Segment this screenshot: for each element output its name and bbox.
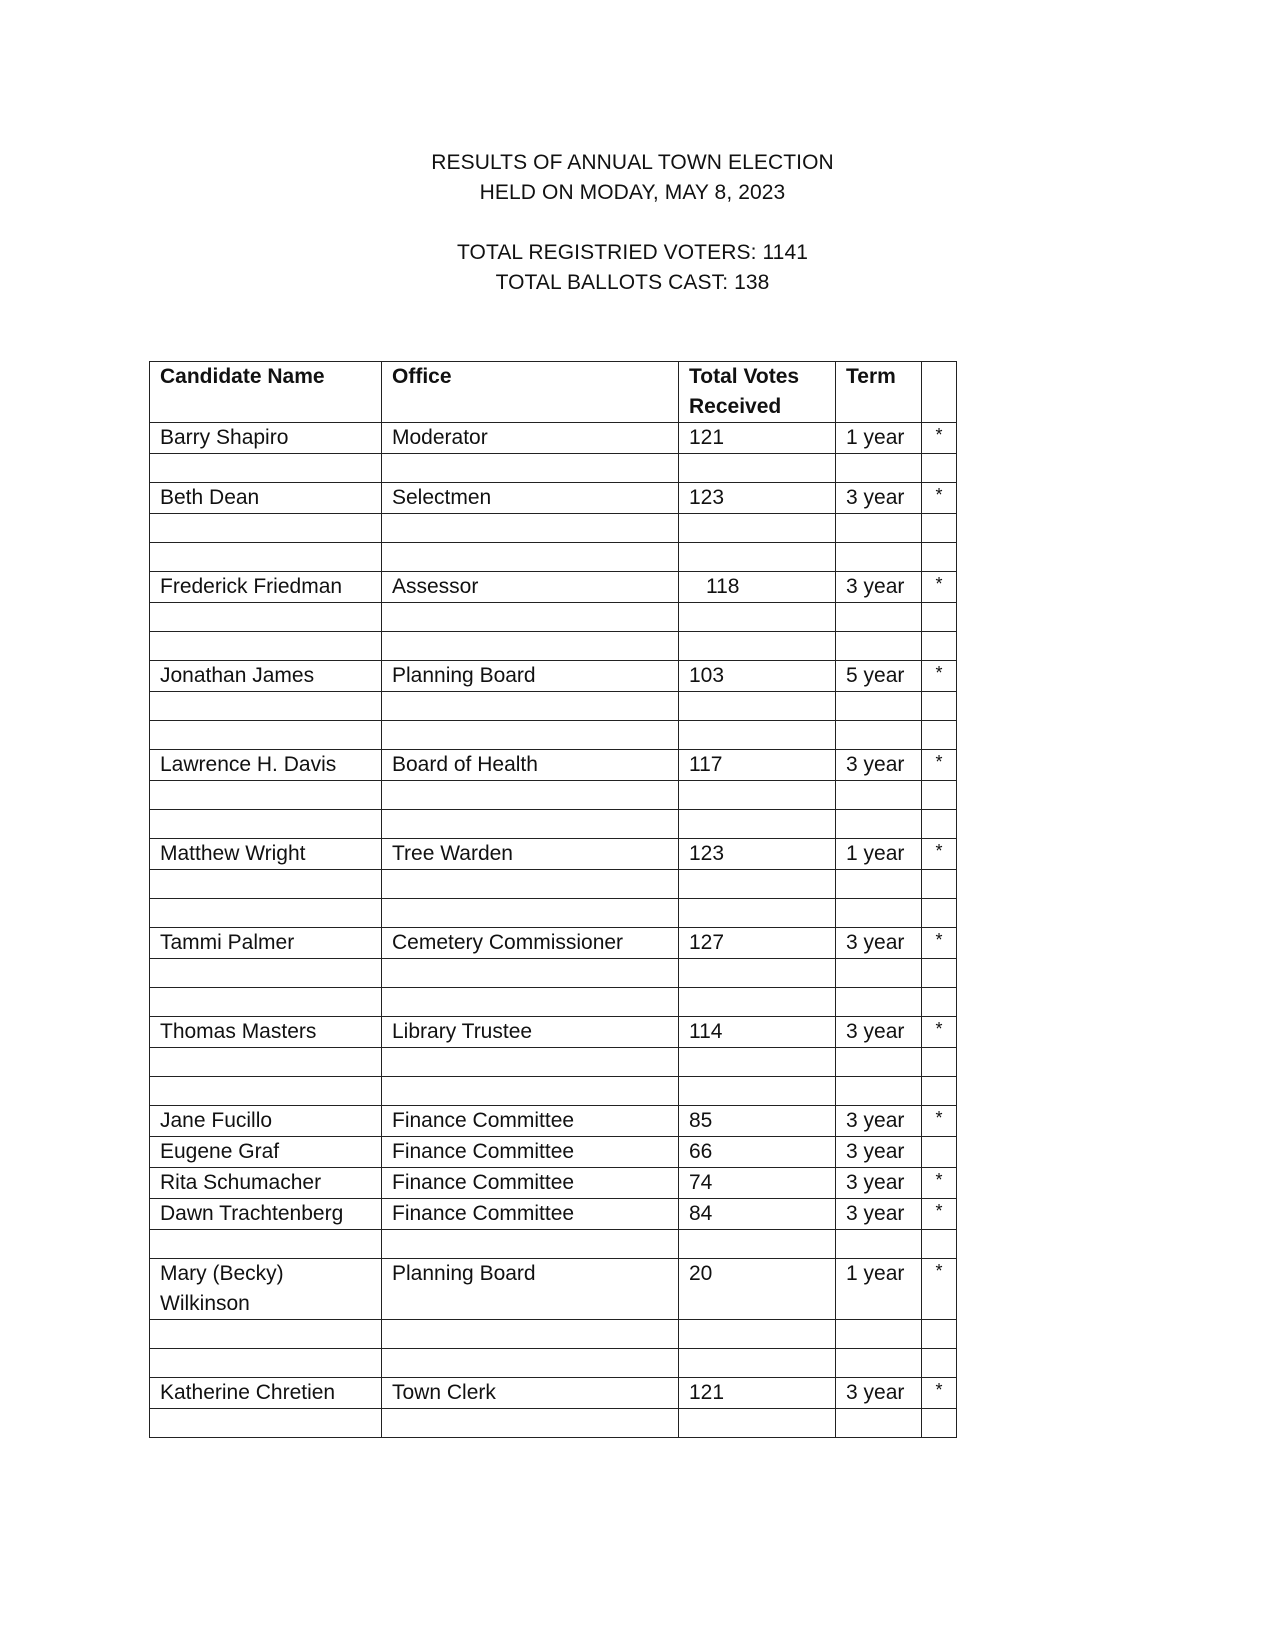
table-header-row	[150, 362, 957, 423]
candidate-name-cell: Jonathan James	[150, 661, 382, 692]
column-header-term: Term	[836, 362, 922, 423]
votes-cell	[679, 1349, 836, 1378]
votes-cell: 74	[679, 1168, 836, 1199]
office-cell	[382, 1409, 679, 1438]
winner-mark-cell: *	[922, 661, 957, 692]
winner-mark-cell: *	[922, 572, 957, 603]
winner-mark-cell	[922, 959, 957, 988]
winner-mark-cell	[922, 810, 957, 839]
office-cell: Town Clerk	[382, 1378, 679, 1409]
blank-row	[150, 632, 957, 661]
candidate-name-cell	[150, 1077, 382, 1106]
candidate-name-cell	[150, 870, 382, 899]
candidate-name-cell	[150, 988, 382, 1017]
candidate-name-cell	[150, 899, 382, 928]
blank-row	[150, 1320, 957, 1349]
winner-mark-cell	[922, 781, 957, 810]
votes-cell	[679, 1409, 836, 1438]
candidate-name-cell	[150, 454, 382, 483]
blank-row	[150, 514, 957, 543]
winner-mark-cell	[922, 870, 957, 899]
candidate-name-cell	[150, 959, 382, 988]
office-cell: Finance Committee	[382, 1106, 679, 1137]
term-cell	[836, 1048, 922, 1077]
votes-cell: 103	[679, 661, 836, 692]
blank-row	[150, 810, 957, 839]
term-cell: 3 year	[836, 1106, 922, 1137]
candidate-name-cell	[150, 781, 382, 810]
blank-row	[150, 1048, 957, 1077]
votes-cell	[679, 959, 836, 988]
votes-cell: 123	[679, 839, 836, 870]
winner-mark-cell: *	[922, 1168, 957, 1199]
term-cell	[836, 454, 922, 483]
winner-mark-cell	[922, 1077, 957, 1106]
winner-mark-cell: *	[922, 1017, 957, 1048]
office-cell	[382, 454, 679, 483]
office-cell: Cemetery Commissioner	[382, 928, 679, 959]
candidate-name-cell: Thomas Masters	[150, 1017, 382, 1048]
candidate-name-cell	[150, 514, 382, 543]
candidate-name-cell	[150, 1349, 382, 1378]
candidate-name-cell: Lawrence H. Davis	[150, 750, 382, 781]
table-row	[150, 1199, 957, 1230]
column-header-office: Office	[382, 362, 679, 423]
term-cell: 3 year	[836, 572, 922, 603]
candidate-name-cell	[150, 632, 382, 661]
votes-cell: 123	[679, 483, 836, 514]
term-cell: 3 year	[836, 1017, 922, 1048]
blank-row	[150, 959, 957, 988]
winner-mark-cell	[922, 1048, 957, 1077]
term-cell	[836, 988, 922, 1017]
candidate-name-cell: Dawn Trachtenberg	[150, 1199, 382, 1230]
term-cell	[836, 543, 922, 572]
term-cell	[836, 1409, 922, 1438]
blank-row	[150, 454, 957, 483]
blank-row	[150, 1409, 957, 1438]
term-cell	[836, 692, 922, 721]
winner-mark-cell: *	[922, 1199, 957, 1230]
term-cell: 3 year	[836, 750, 922, 781]
term-cell: 5 year	[836, 661, 922, 692]
votes-cell	[679, 781, 836, 810]
votes-cell	[679, 632, 836, 661]
table-body	[150, 423, 957, 1438]
office-cell	[382, 1230, 679, 1259]
blank-row	[150, 543, 957, 572]
document-header	[0, 148, 1265, 298]
table-row	[150, 1106, 957, 1137]
term-cell	[836, 1320, 922, 1349]
votes-cell: 121	[679, 423, 836, 454]
table-row	[150, 1259, 957, 1320]
ballots-cast-line: TOTAL BALLOTS CAST: 138	[495, 271, 770, 294]
votes-cell	[679, 543, 836, 572]
office-cell: Assessor	[382, 572, 679, 603]
candidate-name-cell	[150, 543, 382, 572]
candidate-name-cell: Tammi Palmer	[150, 928, 382, 959]
winner-mark-cell: *	[922, 750, 957, 781]
office-cell	[382, 692, 679, 721]
winner-mark-cell: *	[922, 1378, 957, 1409]
office-cell: Board of Health	[382, 750, 679, 781]
office-cell: Selectmen	[382, 483, 679, 514]
header-spacer	[0, 208, 1265, 238]
term-cell	[836, 1230, 922, 1259]
term-cell: 3 year	[836, 1199, 922, 1230]
votes-cell	[679, 810, 836, 839]
table-row	[150, 750, 957, 781]
blank-row	[150, 988, 957, 1017]
column-header-candidate: Candidate Name	[150, 362, 382, 423]
winner-mark-cell	[922, 514, 957, 543]
votes-cell	[679, 899, 836, 928]
table-row	[150, 1168, 957, 1199]
candidate-name-cell	[150, 1320, 382, 1349]
term-cell	[836, 603, 922, 632]
election-results-table	[149, 361, 957, 1438]
office-cell	[382, 988, 679, 1017]
candidate-name-cell: Beth Dean	[150, 483, 382, 514]
winner-mark-cell	[922, 1320, 957, 1349]
winner-mark-cell: *	[922, 1259, 957, 1320]
term-cell	[836, 514, 922, 543]
votes-cell	[679, 1230, 836, 1259]
term-cell	[836, 870, 922, 899]
votes-cell: 84	[679, 1199, 836, 1230]
office-cell	[382, 632, 679, 661]
candidate-name-cell	[150, 1230, 382, 1259]
votes-cell: 127	[679, 928, 836, 959]
votes-cell: 85	[679, 1106, 836, 1137]
office-cell	[382, 781, 679, 810]
office-cell	[382, 603, 679, 632]
office-cell	[382, 1048, 679, 1077]
candidate-name-cell	[150, 721, 382, 750]
registered-voters-line: TOTAL REGISTRIED VOTERS: 1141	[456, 241, 809, 264]
votes-cell: 117	[679, 750, 836, 781]
votes-cell: 114	[679, 1017, 836, 1048]
winner-mark-cell	[922, 899, 957, 928]
candidate-name-cell: Eugene Graf	[150, 1137, 382, 1168]
winner-mark-cell: *	[922, 423, 957, 454]
table-row	[150, 928, 957, 959]
title-line-2: HELD ON MODAY, MAY 8, 2023	[479, 181, 786, 204]
candidate-name-cell: Matthew Wright	[150, 839, 382, 870]
winner-mark-cell	[922, 1137, 957, 1168]
candidate-name-cell: Katherine Chretien	[150, 1378, 382, 1409]
candidate-name-cell: Frederick Friedman	[150, 572, 382, 603]
office-cell	[382, 721, 679, 750]
term-cell	[836, 632, 922, 661]
winner-mark-cell: *	[922, 1106, 957, 1137]
table-row	[150, 483, 957, 514]
term-cell	[836, 899, 922, 928]
votes-cell: 118	[679, 572, 836, 603]
blank-row	[150, 1349, 957, 1378]
office-cell	[382, 514, 679, 543]
term-cell: 3 year	[836, 483, 922, 514]
term-cell: 3 year	[836, 1168, 922, 1199]
column-header-votes: Total Votes Received	[679, 362, 836, 423]
office-cell: Finance Committee	[382, 1199, 679, 1230]
votes-cell	[679, 1320, 836, 1349]
term-cell	[836, 959, 922, 988]
office-cell	[382, 1077, 679, 1106]
office-cell	[382, 870, 679, 899]
term-cell	[836, 781, 922, 810]
blank-row	[150, 721, 957, 750]
office-cell: Finance Committee	[382, 1137, 679, 1168]
winner-mark-cell	[922, 692, 957, 721]
term-cell: 1 year	[836, 839, 922, 870]
office-cell: Library Trustee	[382, 1017, 679, 1048]
candidate-name-cell: Rita Schumacher	[150, 1168, 382, 1199]
term-cell: 3 year	[836, 928, 922, 959]
table-row	[150, 661, 957, 692]
office-cell: Moderator	[382, 423, 679, 454]
votes-cell	[679, 454, 836, 483]
table-row	[150, 423, 957, 454]
blank-row	[150, 1077, 957, 1106]
votes-cell	[679, 988, 836, 1017]
winner-mark-cell	[922, 603, 957, 632]
votes-cell	[679, 692, 836, 721]
winner-mark-cell	[922, 632, 957, 661]
title-line-1: RESULTS OF ANNUAL TOWN ELECTION	[431, 151, 834, 174]
candidate-name-cell: Jane Fucillo	[150, 1106, 382, 1137]
votes-cell	[679, 1077, 836, 1106]
term-cell	[836, 810, 922, 839]
candidate-name-cell: Barry Shapiro	[150, 423, 382, 454]
votes-cell: 20	[679, 1259, 836, 1320]
winner-mark-cell	[922, 988, 957, 1017]
term-cell: 1 year	[836, 423, 922, 454]
office-cell	[382, 959, 679, 988]
term-cell	[836, 1349, 922, 1378]
term-cell	[836, 721, 922, 750]
term-cell: 1 year	[836, 1259, 922, 1320]
office-cell	[382, 543, 679, 572]
winner-mark-cell: *	[922, 928, 957, 959]
candidate-name-cell	[150, 1048, 382, 1077]
term-cell: 3 year	[836, 1378, 922, 1409]
office-cell: Finance Committee	[382, 1168, 679, 1199]
office-cell	[382, 1320, 679, 1349]
office-cell	[382, 1349, 679, 1378]
table-row	[150, 1137, 957, 1168]
winner-mark-cell	[922, 543, 957, 572]
table-row	[150, 1378, 957, 1409]
votes-cell: 66	[679, 1137, 836, 1168]
office-cell: Tree Warden	[382, 839, 679, 870]
winner-mark-cell	[922, 1349, 957, 1378]
winner-mark-cell	[922, 721, 957, 750]
winner-mark-cell	[922, 454, 957, 483]
candidate-name-cell: Mary (Becky) Wilkinson	[150, 1259, 382, 1320]
blank-row	[150, 781, 957, 810]
winner-mark-cell: *	[922, 483, 957, 514]
term-cell	[836, 1077, 922, 1106]
term-cell: 3 year	[836, 1137, 922, 1168]
blank-row	[150, 1230, 957, 1259]
candidate-name-cell	[150, 692, 382, 721]
table-row	[150, 839, 957, 870]
office-cell: Planning Board	[382, 661, 679, 692]
winner-mark-cell	[922, 1409, 957, 1438]
blank-row	[150, 603, 957, 632]
votes-cell	[679, 870, 836, 899]
table-row	[150, 1017, 957, 1048]
blank-row	[150, 692, 957, 721]
votes-cell	[679, 603, 836, 632]
votes-cell	[679, 1048, 836, 1077]
blank-row	[150, 899, 957, 928]
office-cell	[382, 899, 679, 928]
votes-cell	[679, 514, 836, 543]
votes-cell	[679, 721, 836, 750]
column-header-mark	[922, 362, 957, 423]
office-cell: Planning Board	[382, 1259, 679, 1320]
winner-mark-cell	[922, 1230, 957, 1259]
winner-mark-cell: *	[922, 839, 957, 870]
candidate-name-cell	[150, 603, 382, 632]
votes-cell: 121	[679, 1378, 836, 1409]
office-cell	[382, 810, 679, 839]
blank-row	[150, 870, 957, 899]
candidate-name-cell	[150, 810, 382, 839]
table-row	[150, 572, 957, 603]
candidate-name-cell	[150, 1409, 382, 1438]
